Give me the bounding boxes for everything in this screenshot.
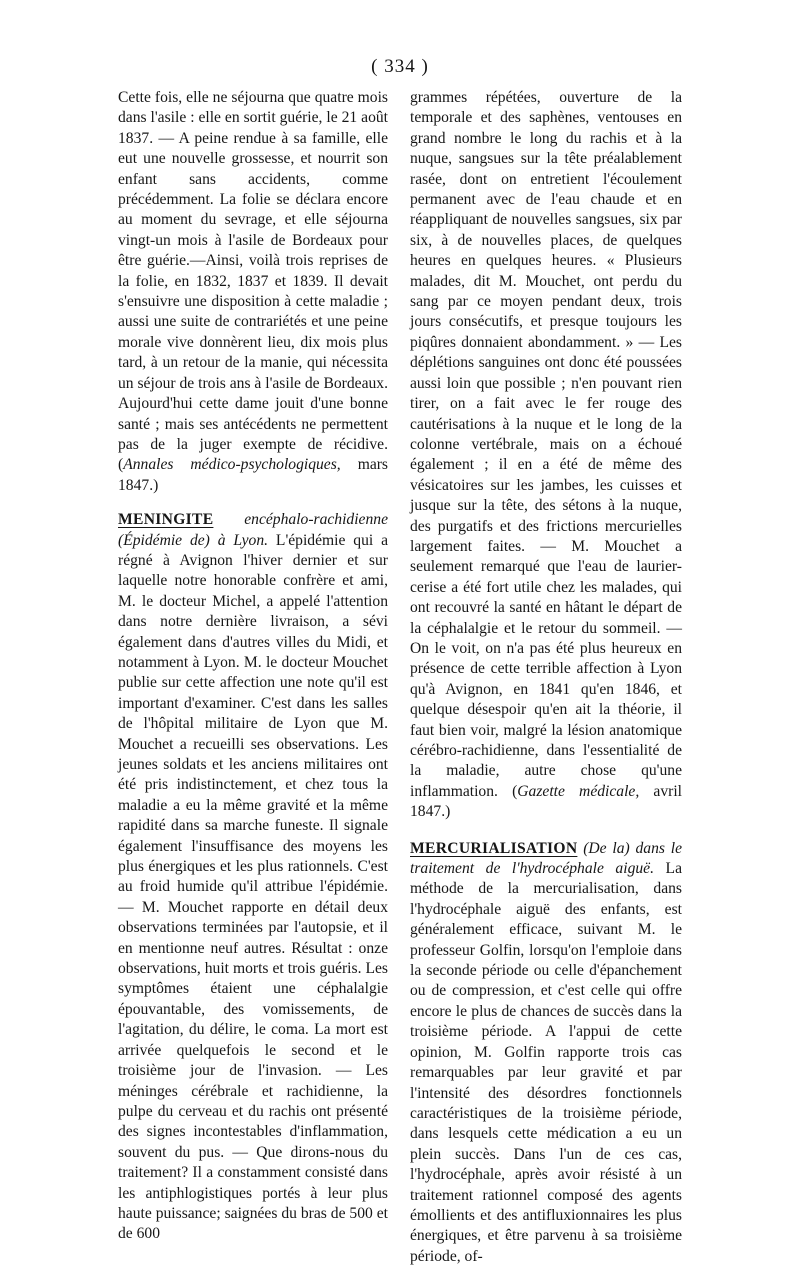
continued-text: grammes répétées, ouverture de la temporale et des saphènes, ventouses en grand nombre le long du rachis et à la nuque, sangsues sur la tête préalablement rasée, dont on entretient l'écoulement permanent avec de l'eau chaude et en réappliquant de nouvelles sangsues, six par six, à de nouvelles places, de quelques heures en quelques heures. « Plusieurs malades, dit M. Mouchet, ont perdu du sang par ce moyen pendant deux, trois jours consécutifs, et presque toujours les piqûres donnaient abondamment. » — Les déplétions sanguines ont donc été poussées aussi loin que possible ; n'en pouvant rien tirer, on a fait avec le fer rouge des cautérisations à la nuque et le long de la colonne vertébrale, mais on a échoué également ; il en a été de même des vésicatoires sur les jambes, les cuisses et jusque sur la tête, des sétons à la nuque, des purgatifs et des frictions mercurielles largement faites. — M. Mouchet a seulement remarqué que l'eau de laurier-cerise a été fort utile chez les malades, qui ont recouvré la santé en hâtant le départ de la céphalalgie et le retour du sommeil. —On le voit, on n'a pas été plus heureux en présence de cette terrible affection à Lyon qu'à Avignon, en 1841 qu'en 1846, et quelque désespoir qu'en ait la théorie, il faut bien voir, malgré la lésion anatomique cérébro-rachidienne, dans l'essentialité de la maladie, autre chose qu'une inflammation. (: [410, 89, 682, 800]
meningite-heading: MENINGITE: [118, 511, 214, 529]
intro-paragraph: [118, 88, 388, 496]
mercurialisation-subheading: (De la) dans le traitement de l'hydrocéphale aiguë.: [410, 839, 682, 878]
intro-text: Cette fois, elle ne séjourna que quatre mois dans l'asile : elle en sortit guérie, le 21 août 1837. — A peine rendue à sa famille, elle eut une nouvelle grossesse, et nourrit son enfant sans accidents, comme précédemment. La folie se déclara encore au moment du sevrage, et elle séjourna vingt-un mois à l'asile de Bordeaux pour être guérie.—Ainsi, voilà trois reprises de la folie, en 1832, 1837 et 1839. Il devait s'ensuivre une disposition à cette maladie ; aussi une suite de contrariétés et une peine morale vive donnèrent lieu, dix mois plus tard, à un retour de la manie, qui nécessita un séjour de trois ans à l'asile de Bordeaux. Aujourd'hui cette dame jouit d'une bonne santé ; mais ses antécédents ne permettent pas de la juger exempte de récidive. (: [118, 89, 388, 474]
meningite-text: L'épidémie qui a régné à Avignon l'hiver dernier et sur laquelle notre honorable confrère et ami, M. le docteur Michel, a appelé l'attention dans notre dernière livraison, a sévi également dans d'autres villes du Midi, et notamment à Lyon. M. le docteur Mouchet publie sur cette affection une note qu'il est important d'examiner. C'est dans les salles de l'hôpital militaire de Lyon que M. Mouchet a recueilli ses observations. Les jeunes soldats et les anciens militaires ont été pris indistinctement, et chez tous la maladie a eu la même gravité et la même rapidité dans sa marche funeste. Il signale également l'insuffisance des moyens les plus énergiques et les plus rationnels. C'est au froid humide qu'il attribue l'épidémie. — M. Mouchet rapporte en détail deux observations terminées par l'autopsie, et il en mentionne neuf autres. Résultat : onze observations, huit morts et trois guéris. Les symptômes étaient une céphalalgie épouvantable, des vomissements, de l'agitation, du délire, le coma. La mort est arrivée quelquefois le second et le troisième jour de l'invasion. — Les méninges cérébrale et rachidienne, la pulpe du cerveau et du rachis ont présenté des signes incontestables d'inflammation, souvent du pus. — Que dirons-nous du traitement? Il a constamment consisté dans les antiphlogistiques portés à leur plus haute puissance; saignées du bras de 500 et de 600: [118, 531, 389, 1243]
mercurialisation-article: [410, 839, 682, 1267]
intro-source: Annales médico-psychologiques,: [123, 456, 341, 474]
meningite-subheading: encéphalo-rachidienne (Épidémie de) à Lyon.: [118, 511, 388, 549]
continued-source: Gazette médicale,: [517, 782, 640, 800]
right-column: [410, 88, 682, 1267]
continued-source-date: avril 1847.): [410, 782, 682, 821]
meningite-article: [118, 510, 388, 1245]
mercurialisation-heading: MERCURIALISATION: [410, 839, 578, 857]
page-number: ( 334 ): [371, 56, 429, 77]
continued-paragraph: [410, 88, 682, 823]
left-column: [118, 88, 388, 1245]
intro-source-date: mars 1847.): [118, 456, 388, 494]
mercurialisation-text: La méthode de la mercurialisation, dans l'hydrocéphale aiguë des enfants, est généralement efficace, suivant M. le professeur Golfin, lorsqu'on l'emploie dans la seconde période ou celle d'épanchement ou de compression, et c'est celle qui offre encore le plus de chances de succès dans la troisième période. A l'appui de cette opinion, M. Golfin rapporte trois cas remarquables par leur gravité et par l'intensité des désordres fonctionnels caractéristiques de la troisième période, dans lesquels cette médication a eu un plein succès. Dans l'un de ces cas, l'hydrocéphale, après avoir résisté à un traitement rationnel composé des agents émollients et des antifluxionnaires les plus énergiques, et être parvenu à sa troisième période, of-: [410, 860, 682, 1265]
